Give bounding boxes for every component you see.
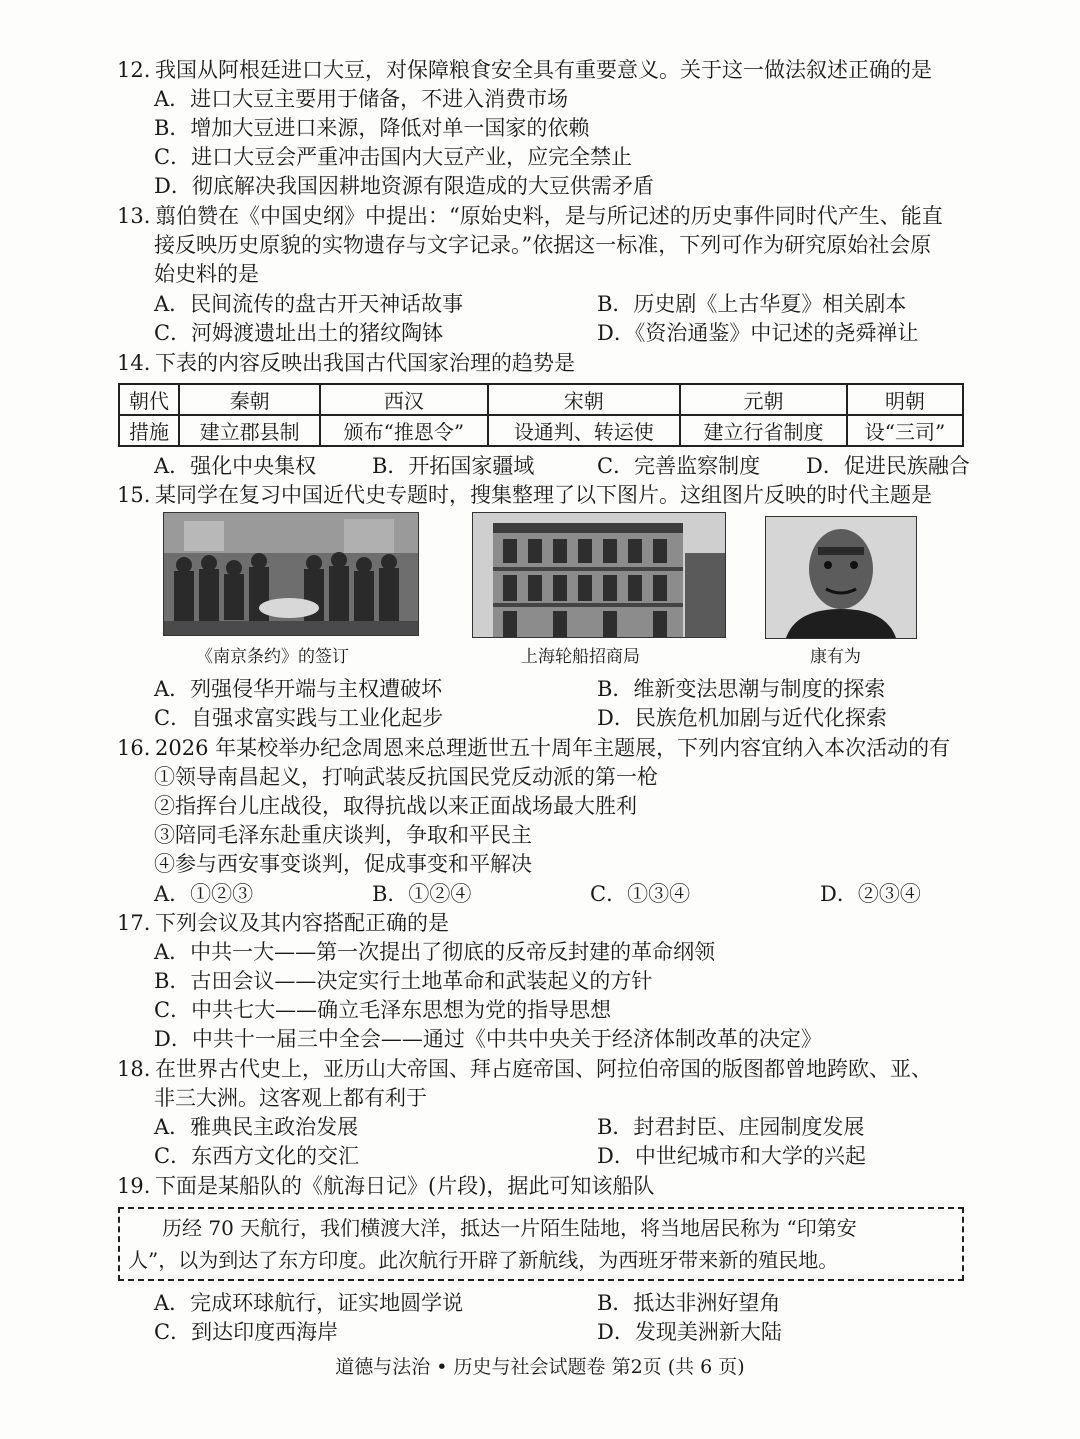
- q17-stem: [117, 909, 449, 937]
- q18-stem: [117, 1055, 932, 1083]
- q17-option-b: B．古田会议——决定实行土地革命和武装起义的方针: [154, 969, 653, 993]
- q18-option-a: A．雅典民主政治发展: [154, 1115, 359, 1139]
- table-cell: 明朝: [847, 384, 963, 415]
- q14-number: 14.: [117, 351, 151, 375]
- q16-stem: [117, 734, 950, 762]
- q18-option-d: D．中世纪城市和大学的兴起: [597, 1144, 866, 1168]
- table-cell: 元朝: [680, 384, 847, 415]
- table-row: [119, 415, 963, 446]
- kang-youwei-portrait: [765, 516, 917, 639]
- q13-option-b: B．历史剧《上古华夏》相关剧本: [597, 292, 907, 316]
- q15-option-b: B．维新变法思潮与制度的探索: [597, 677, 886, 701]
- q12-option-c: C．进口大豆会严重冲击国内大豆产业，应完全禁止: [154, 145, 633, 169]
- q16-item-4: ④参与西安事变谈判，促成事变和平解决: [154, 852, 532, 876]
- q13-stem-line3: 始史料的是: [154, 262, 259, 286]
- q14-table: [118, 383, 964, 447]
- q15-option-c: C．自强求富实践与工业化起步: [154, 706, 444, 730]
- q14-option-d: D．促进民族融合: [806, 454, 970, 478]
- q13-stem: [117, 202, 943, 230]
- q13-stem-line1: 翦伯赞在《中国史纲》中提出：“原始史料，是与所记述的历史事件同时代产生、能直: [155, 204, 943, 228]
- caption-kang-photo: 康有为: [810, 647, 861, 667]
- q17-option-c: C．中共七大——确立毛泽东思想为党的指导思想: [154, 998, 612, 1022]
- q19-option-c: C．到达印度西海岸: [154, 1320, 339, 1344]
- page-footer: 道德与法治 • 历史与社会试题卷 第2页 (共 6 页): [335, 1356, 745, 1378]
- q16-number: 16.: [117, 736, 151, 760]
- q17-number: 17.: [117, 911, 151, 935]
- q15-stem: [117, 481, 932, 509]
- q16-item-1: ①领导南昌起义，打响武装反抗国民党反动派的第一枪: [154, 765, 658, 789]
- q17-option-a: A．中共一大——第一次提出了彻底的反帝反封建的革命纲领: [154, 940, 716, 964]
- caption-treaty-photo: 《南京条约》的签订: [196, 647, 349, 667]
- q12-number: 12.: [117, 58, 151, 82]
- q13-option-d: D．《资治通鉴》中记述的尧舜禅让: [597, 321, 919, 345]
- q15-option-d: D．民族危机加剧与近代化探索: [597, 706, 887, 730]
- q18-option-c: C．东西方文化的交汇: [154, 1144, 360, 1168]
- q13-option-a: A．民间流传的盘古开天神话故事: [154, 292, 464, 316]
- q15-number: 15.: [117, 483, 151, 507]
- q16-option-a: A．①②③: [154, 882, 254, 906]
- table-cell: 设“三司”: [847, 415, 963, 446]
- q17-option-d: D．中共十一届三中全会——通过《中共中央关于经济体制改革的决定》: [154, 1027, 822, 1051]
- q13-stem-line2: 接反映历史原貌的实物遗存与文字记录。”依据这一标准，下列可作为研究原始社会原: [154, 233, 932, 257]
- table-cell: 秦朝: [179, 384, 320, 415]
- q19-stem-text: 下面是某船队的《航海日记》(片段)，据此可知该船队: [155, 1174, 655, 1198]
- q18-number: 18.: [117, 1057, 151, 1081]
- q18-stem-line1: 在世界古代史上，亚历山大帝国、拜占庭帝国、阿拉伯帝国的版图都曾地跨欧、亚、: [155, 1057, 932, 1081]
- q12-option-b: B．增加大豆进口来源，降低对单一国家的依赖: [154, 116, 590, 140]
- q16-option-b: B．①②④: [372, 882, 472, 906]
- q13-option-c: C．河姆渡遗址出土的猪纹陶钵: [154, 321, 444, 345]
- voyage-log-line1: 历经 70 天航行，我们横渡大洋，抵达一片陌生陆地，将当地居民称为 “印第安: [162, 1216, 857, 1240]
- q19-option-b: B．抵达非洲好望角: [597, 1291, 781, 1315]
- table-cell: 颁布“推恩令”: [320, 415, 487, 446]
- shanghai-steamship-bureau-photo: [472, 512, 726, 638]
- q16-option-c: C．①③④: [590, 882, 691, 906]
- q16-option-d: D．②③④: [820, 882, 921, 906]
- q15-option-a: A．列强侵华开端与主权遭破坏: [154, 677, 443, 701]
- voyage-log-line2: 人”，以为到达了东方印度。此次航行开辟了新航线，为西班牙带来新的殖民地。: [128, 1248, 839, 1272]
- table-cell: 措施: [119, 415, 179, 446]
- q16-item-2: ②指挥台儿庄战役，取得抗战以来正面战场最大胜利: [154, 794, 637, 818]
- table-cell: 西汉: [320, 384, 487, 415]
- q19-option-d: D．发现美洲新大陆: [597, 1320, 782, 1344]
- q19-stem: [117, 1172, 654, 1200]
- caption-steamship-photo: 上海轮船招商局: [521, 647, 640, 667]
- q13-number: 13.: [117, 204, 151, 228]
- q14-option-a: A．强化中央集权: [154, 454, 317, 478]
- q12-stem-text: 我国从阿根廷进口大豆，对保障粮食安全具有重要意义。关于这一做法叙述正确的是: [155, 58, 932, 82]
- q16-item-3: ③陪同毛泽东赴重庆谈判，争取和平民主: [154, 823, 532, 847]
- treaty-of-nanjing-photo: [163, 512, 419, 636]
- q14-option-b: B．开拓国家疆域: [372, 454, 535, 478]
- table-row: [119, 384, 963, 415]
- q18-option-b: B．封君封臣、庄园制度发展: [597, 1115, 865, 1139]
- q15-stem-text: 某同学在复习中国近代史专题时，搜集整理了以下图片。这组图片反映的时代主题是: [155, 483, 932, 507]
- q16-stem-text: 2026 年某校举办纪念周恩来总理逝世五十周年主题展，下列内容宜纳入本次活动的有: [155, 736, 951, 760]
- table-cell: 设通判、转运使: [488, 415, 681, 446]
- q19-option-a: A．完成环球航行，证实地圆学说: [154, 1291, 464, 1315]
- q19-number: 19.: [117, 1174, 151, 1198]
- q12-stem: [117, 56, 932, 84]
- table-cell: 朝代: [119, 384, 179, 415]
- q18-stem-line2: 非三大洲。这客观上都有利于: [154, 1086, 427, 1110]
- q14-stem: [117, 349, 575, 377]
- table-cell: 建立郡县制: [179, 415, 320, 446]
- table-cell: 建立行省制度: [680, 415, 847, 446]
- q12-option-d: D．彻底解决我国因耕地资源有限造成的大豆供需矛盾: [154, 174, 654, 198]
- q14-stem-text: 下表的内容反映出我国古代国家治理的趋势是: [155, 351, 575, 375]
- q17-stem-text: 下列会议及其内容搭配正确的是: [155, 911, 449, 935]
- table-cell: 宋朝: [488, 384, 681, 415]
- q12-option-a: A．进口大豆主要用于储备，不进入消费市场: [154, 87, 569, 111]
- q14-option-c: C．完善监察制度: [597, 454, 761, 478]
